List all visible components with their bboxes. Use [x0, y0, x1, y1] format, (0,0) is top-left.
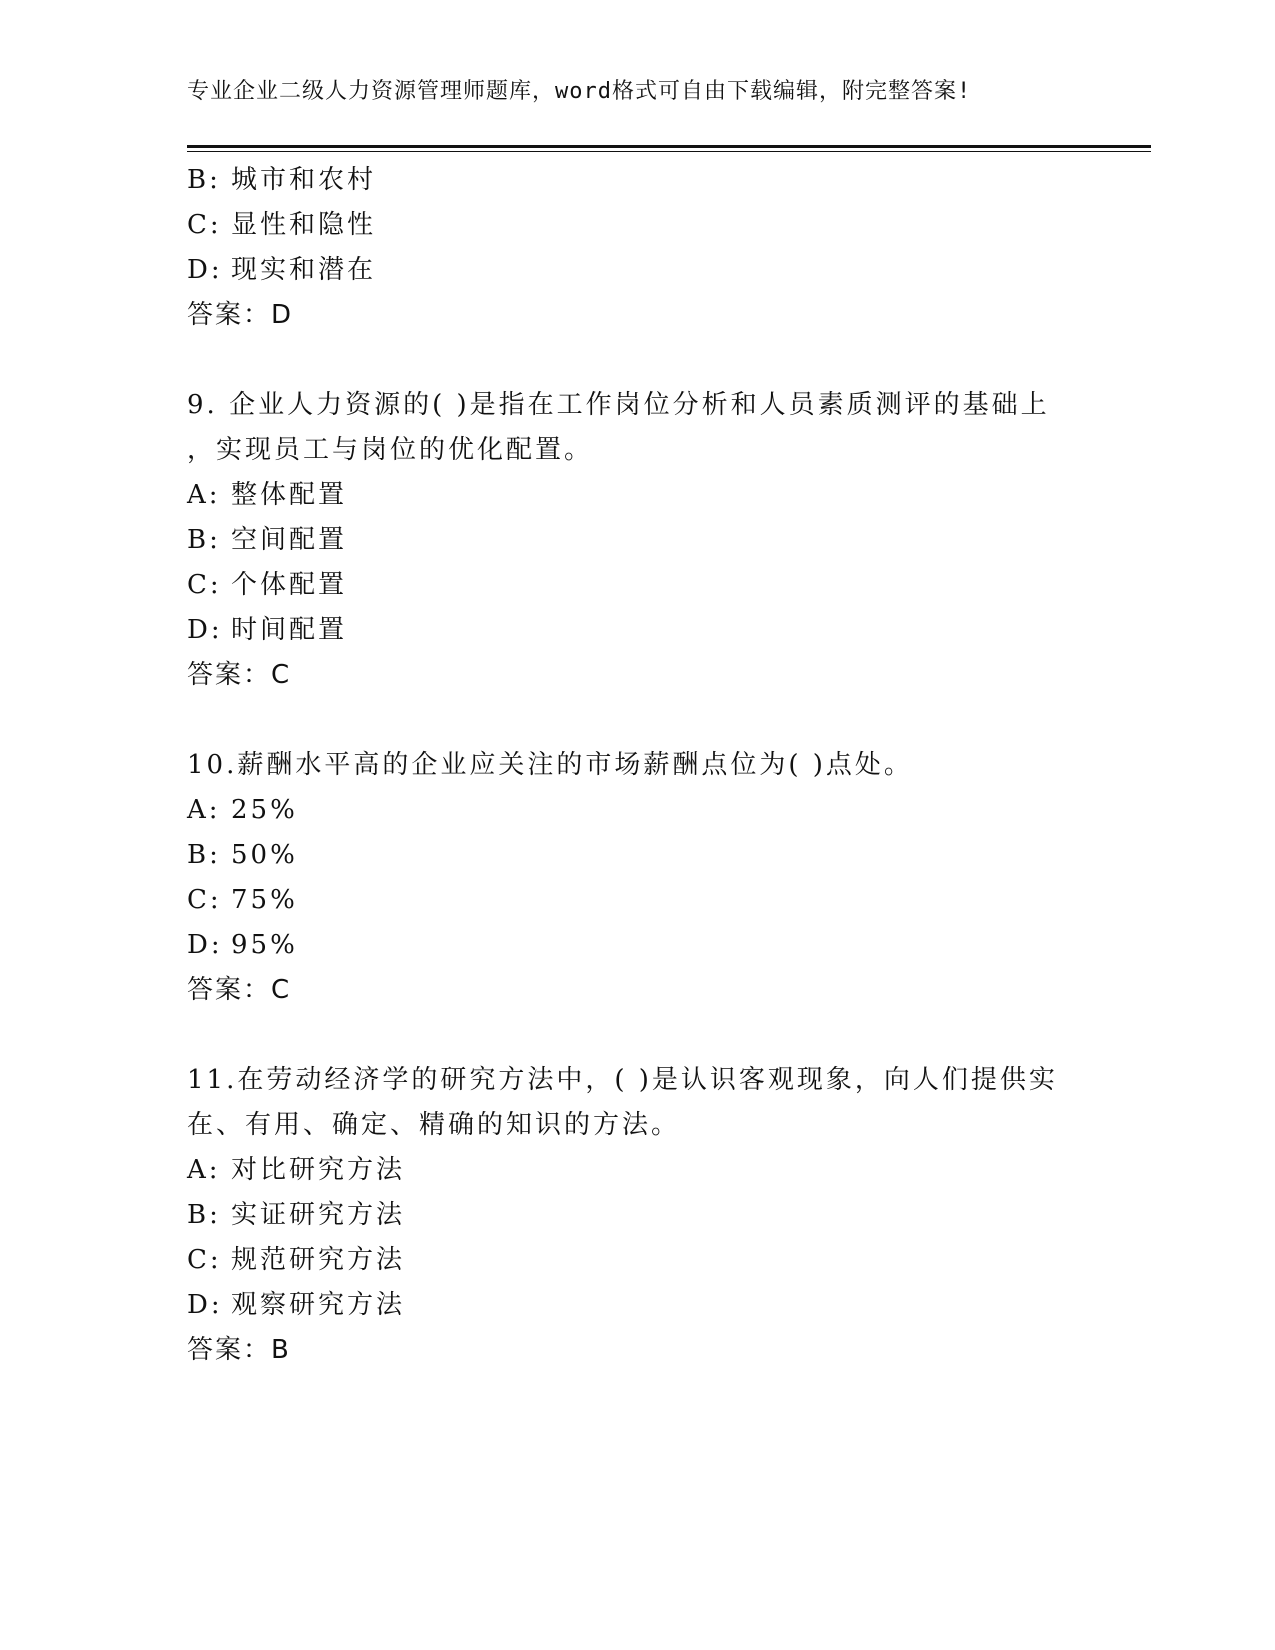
option-key: C: [187, 210, 222, 240]
option-key: A: [187, 1155, 221, 1185]
option-text: 25% [231, 795, 298, 825]
answer-line: 答案：C [187, 660, 292, 690]
option-key: D: [187, 1290, 223, 1320]
question-stem-line: 9. 企业人力资源的( )是指在工作岗位分析和人员素质测评的基础上 [187, 390, 1050, 420]
spacer [187, 1013, 1057, 1058]
option-d [187, 1283, 1057, 1328]
option-d [187, 923, 1057, 968]
answer-line: 答案：D [187, 300, 294, 330]
option-text: 整体配置 [231, 480, 348, 510]
option-text: 城市和农村 [231, 165, 377, 195]
prev-question-options [187, 158, 1057, 338]
question-stem-line: 11.在劳动经济学的研究方法中，( )是认识客观现象，向人们提供实 [187, 1065, 1058, 1095]
option-b [187, 158, 1057, 203]
option-text: 个体配置 [231, 570, 348, 600]
option-key: A: [187, 480, 221, 510]
question-11 [187, 1058, 1057, 1373]
option-key: B: [187, 840, 221, 870]
option-text: 显性和隐性 [231, 210, 377, 240]
answer-line: 答案：C [187, 975, 292, 1005]
option-key: D: [187, 255, 223, 285]
option-b [187, 833, 1057, 878]
question-9 [187, 383, 1057, 698]
option-b [187, 1193, 1057, 1238]
option-text: 现实和潜在 [231, 255, 377, 285]
option-text: 时间配置 [231, 615, 348, 645]
question-stem-line: 10.薪酬水平高的企业应关注的市场薪酬点位为( )点处。 [187, 750, 913, 780]
option-key: B: [187, 525, 221, 555]
answer-line: 答案：B [187, 1335, 291, 1365]
option-c [187, 878, 1057, 923]
option-c [187, 563, 1057, 608]
option-key: D: [187, 615, 223, 645]
option-a [187, 1148, 1057, 1193]
option-key: D: [187, 930, 223, 960]
option-text: 观察研究方法 [231, 1290, 406, 1320]
question-10 [187, 743, 1057, 1013]
option-text: 50% [231, 840, 298, 870]
option-b [187, 518, 1057, 563]
option-a [187, 473, 1057, 518]
spacer [187, 338, 1057, 383]
option-d [187, 248, 1057, 293]
option-c [187, 203, 1057, 248]
header-rule-thick [187, 145, 1151, 148]
option-key: C: [187, 885, 222, 915]
option-text: 规范研究方法 [231, 1245, 406, 1275]
option-c [187, 1238, 1057, 1283]
option-key: A: [187, 795, 221, 825]
question-content [187, 158, 1057, 1373]
question-stem-line: 在、有用、确定、精确的知识的方法。 [187, 1110, 681, 1140]
question-stem-line: ，实现员工与岗位的优化配置。 [187, 435, 594, 465]
header-rule-thin [187, 151, 1151, 152]
page-header: 专业企业二级人力资源管理师题库，word格式可自由下载编辑，附完整答案! [187, 79, 972, 104]
option-key: C: [187, 1245, 222, 1275]
option-d [187, 608, 1057, 653]
option-key: B: [187, 165, 221, 195]
option-text: 75% [231, 885, 298, 915]
option-key: C: [187, 570, 222, 600]
option-a [187, 788, 1057, 833]
option-text: 95% [231, 930, 298, 960]
option-text: 空间配置 [231, 525, 348, 555]
option-text: 实证研究方法 [231, 1200, 406, 1230]
option-key: B: [187, 1200, 221, 1230]
option-text: 对比研究方法 [231, 1155, 406, 1185]
spacer [187, 698, 1057, 743]
